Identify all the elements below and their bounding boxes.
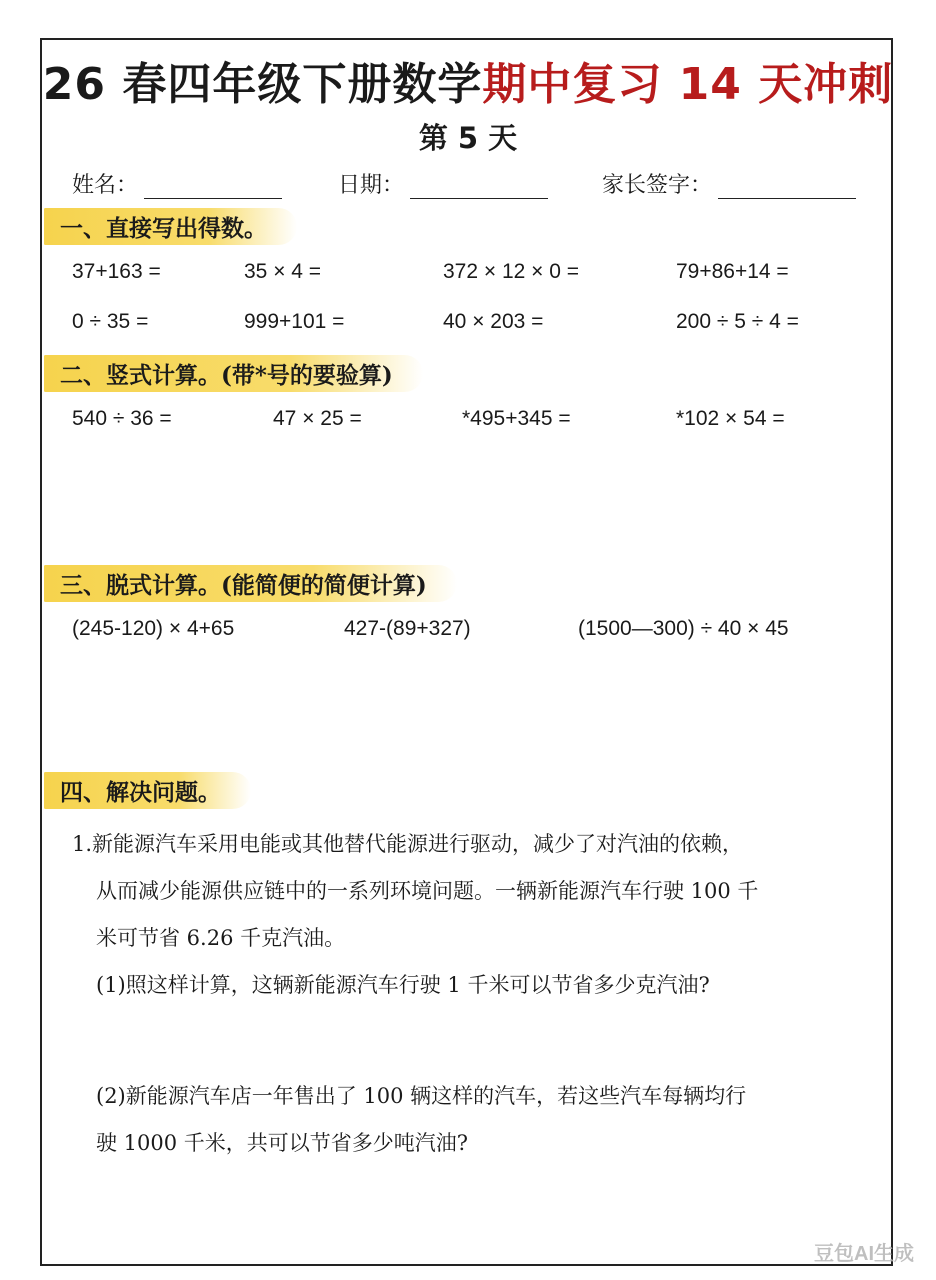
s1-expr: 37+163 = (72, 260, 161, 283)
question-2: (2)新能源汽车店一年售出了 100 辆这样的汽车，若这些汽车每辆均行 (96, 1084, 747, 1108)
s1-expr: 35 × 4 = (244, 260, 322, 283)
name-blank[interactable] (144, 176, 282, 199)
date-label: 日期： (338, 173, 405, 198)
s1-expr: 200 ÷ 5 ÷ 4 = (676, 310, 799, 333)
name-label: 姓名： (72, 173, 139, 198)
s1-expr: 0 ÷ 35 = (72, 310, 149, 333)
watermark: 豆包AI生成 (814, 1243, 914, 1265)
name-field[interactable] (72, 168, 282, 199)
s3-expr: (1500—300) ÷ 40 × 45 (578, 617, 789, 640)
section2-heading: 二、竖式计算。(带*号的要验算) (44, 355, 423, 392)
signature-label: 家长签字： (602, 173, 713, 198)
day-subtitle: 第 5 天 (418, 121, 518, 155)
s3-expr: (245-120) × 4+65 (72, 617, 235, 640)
date-blank[interactable] (410, 176, 548, 199)
s2-expr: 540 ÷ 36 = (72, 407, 172, 430)
title-highlight: 期中复习 14 天冲刺 (482, 59, 894, 110)
question-2-cont: 驶 1000 千米，共可以节省多少吨汽油? (96, 1131, 469, 1155)
signature-field[interactable] (602, 168, 856, 199)
title-main: 26 春四年级下册数学 (42, 59, 483, 110)
problem-text: 从而减少能源供应链中的一系列环境问题。一辆新能源汽车行驶 100 千 (96, 879, 759, 903)
s2-expr: *495+345 = (462, 407, 571, 430)
s1-expr: 40 × 203 = (443, 310, 544, 333)
s3-expr: 427-(89+327) (344, 617, 471, 640)
problem-text: 米可节省 6.26 千克汽油。 (96, 926, 346, 950)
date-field[interactable] (338, 168, 548, 199)
s1-expr: 79+86+14 = (676, 260, 789, 283)
section4-heading: 四、解决问题。 (44, 772, 251, 809)
s2-expr: 47 × 25 = (273, 407, 362, 430)
question-1: (1)照这样计算，这辆新能源汽车行驶 1 千米可以节省多少克汽油? (96, 973, 710, 997)
s1-expr: 999+101 = (244, 310, 345, 333)
s2-expr: *102 × 54 = (676, 407, 785, 430)
problem-text: 1.新能源汽车采用电能或其他替代能源进行驱动，减少了对汽油的依赖， (72, 832, 744, 856)
page-title (0, 48, 936, 112)
signature-blank[interactable] (718, 176, 856, 199)
s1-expr: 372 × 12 × 0 = (443, 260, 580, 283)
section3-heading: 三、脱式计算。(能简便的简便计算) (44, 565, 457, 602)
section1-heading: 一、直接写出得数。 (44, 208, 297, 245)
